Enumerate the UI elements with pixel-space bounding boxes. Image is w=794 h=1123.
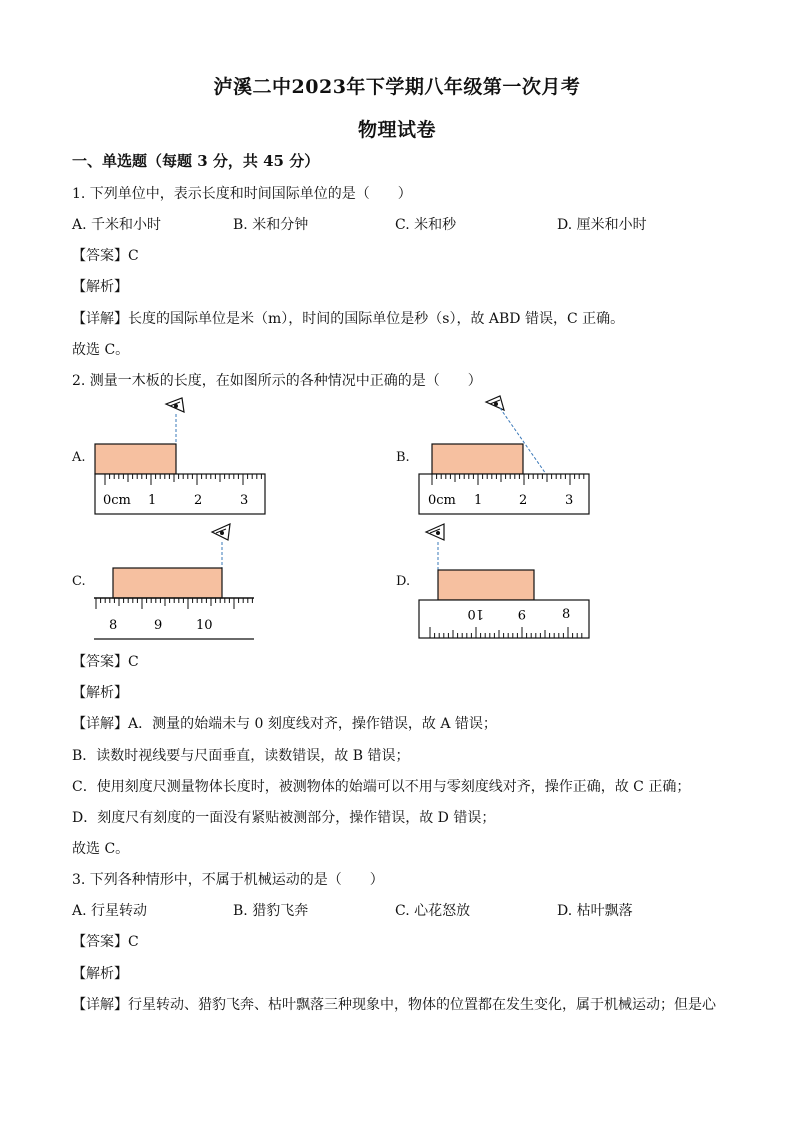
q3-option-b: B. 猎豹飞奔 bbox=[233, 903, 309, 919]
tick-label: 0cm bbox=[103, 493, 131, 508]
q3-option-d: D. 枯叶飘落 bbox=[557, 903, 633, 919]
q1-stem: 1. 下列单位中，表示长度和时间国际单位的是（ ） bbox=[72, 186, 412, 202]
q1-analysis: 【解析】 bbox=[72, 279, 128, 295]
tick-label: 10 bbox=[196, 618, 213, 633]
tick-label: 9 bbox=[517, 606, 526, 621]
figure-a-label: A. bbox=[72, 450, 86, 465]
tick-label: 1 bbox=[474, 493, 483, 508]
figure-d-ruler bbox=[408, 518, 598, 646]
eye-icon bbox=[486, 396, 504, 410]
tick-label: 3 bbox=[565, 493, 574, 508]
q2-detail-a: 【详解】A．测量的始端未与 0 刻度线对齐，操作错误，故 A 错误； bbox=[72, 716, 497, 732]
tick-label: 9 bbox=[154, 618, 163, 633]
exam-title: 泸溪二中2023年下学期八年级第一次月考 bbox=[213, 76, 581, 98]
q1-detail: 【详解】长度的国际单位是米（m），时间的国际单位是秒（s），故 ABD 错误，C 正确。 bbox=[72, 311, 625, 327]
q3-detail: 【详解】行星转动、猎豹飞奔、枯叶飘落三种现象中，物体的位置都在发生变化，属于机械运动；但是心 bbox=[72, 997, 716, 1013]
q1-option-c: C. 米和秒 bbox=[395, 217, 457, 233]
eye-icon bbox=[426, 524, 444, 540]
wood-board bbox=[432, 444, 523, 474]
figure-d-label: D. bbox=[396, 574, 411, 589]
tick-label: 2 bbox=[519, 493, 528, 508]
q2-detail-d: D．刻度尺有刻度的一面没有紧贴被测部分，操作错误，故 D 错误； bbox=[72, 810, 496, 826]
tick-label: 10 bbox=[467, 606, 484, 621]
exam-subtitle: 物理试卷 bbox=[357, 119, 436, 141]
wood-board bbox=[113, 568, 222, 598]
q2-detail-c: C．使用刻度尺测量物体长度时，被测物体的始端可以不用与零刻度线对齐，操作正确，故 C 正确； bbox=[72, 779, 691, 795]
figure-b-ruler bbox=[408, 392, 608, 522]
section-heading: 一、单选题（每题 3 分，共 45 分） bbox=[72, 152, 320, 170]
q2-detail-b: B．读数时视线要与尺面垂直，读数错误，故 B 错误； bbox=[72, 748, 410, 764]
figure-c-ruler bbox=[84, 518, 264, 646]
tick-label: 3 bbox=[240, 493, 249, 508]
q3-analysis: 【解析】 bbox=[72, 966, 128, 982]
q1-answer: 【答案】C bbox=[72, 248, 139, 264]
q1-option-d: D. 厘米和小时 bbox=[557, 217, 647, 233]
q2-answer: 【答案】C bbox=[72, 654, 139, 670]
q1-option-a: A. 千米和小时 bbox=[72, 217, 162, 233]
tick-label: 0cm bbox=[428, 493, 456, 508]
q3-option-a: A. 行星转动 bbox=[72, 903, 148, 919]
q1-conclusion: 故选 C。 bbox=[72, 342, 130, 358]
q1-option-b: B. 米和分钟 bbox=[233, 217, 309, 233]
q2-analysis: 【解析】 bbox=[72, 685, 128, 701]
wood-board bbox=[438, 570, 534, 600]
wood-board bbox=[95, 444, 176, 474]
eye-icon bbox=[166, 398, 184, 412]
q3-option-c: C. 心花怒放 bbox=[395, 903, 471, 919]
tick-label: 1 bbox=[148, 493, 157, 508]
tick-label: 2 bbox=[194, 493, 203, 508]
figure-b-label: B. bbox=[396, 450, 410, 465]
q3-stem: 3. 下列各种情形中，不属于机械运动的是（ ） bbox=[72, 872, 384, 888]
tick-label: 8 bbox=[109, 618, 118, 633]
q2-conclusion: 故选 C。 bbox=[72, 841, 130, 857]
tick-label: 8 bbox=[562, 607, 571, 622]
figure-c-label: C. bbox=[72, 574, 86, 589]
q2-stem: 2. 测量一木板的长度，在如图所示的各种情况中正确的是（ ） bbox=[72, 373, 482, 389]
figure-a-ruler bbox=[84, 392, 284, 522]
q3-answer: 【答案】C bbox=[72, 934, 139, 950]
eye-icon bbox=[212, 524, 230, 540]
